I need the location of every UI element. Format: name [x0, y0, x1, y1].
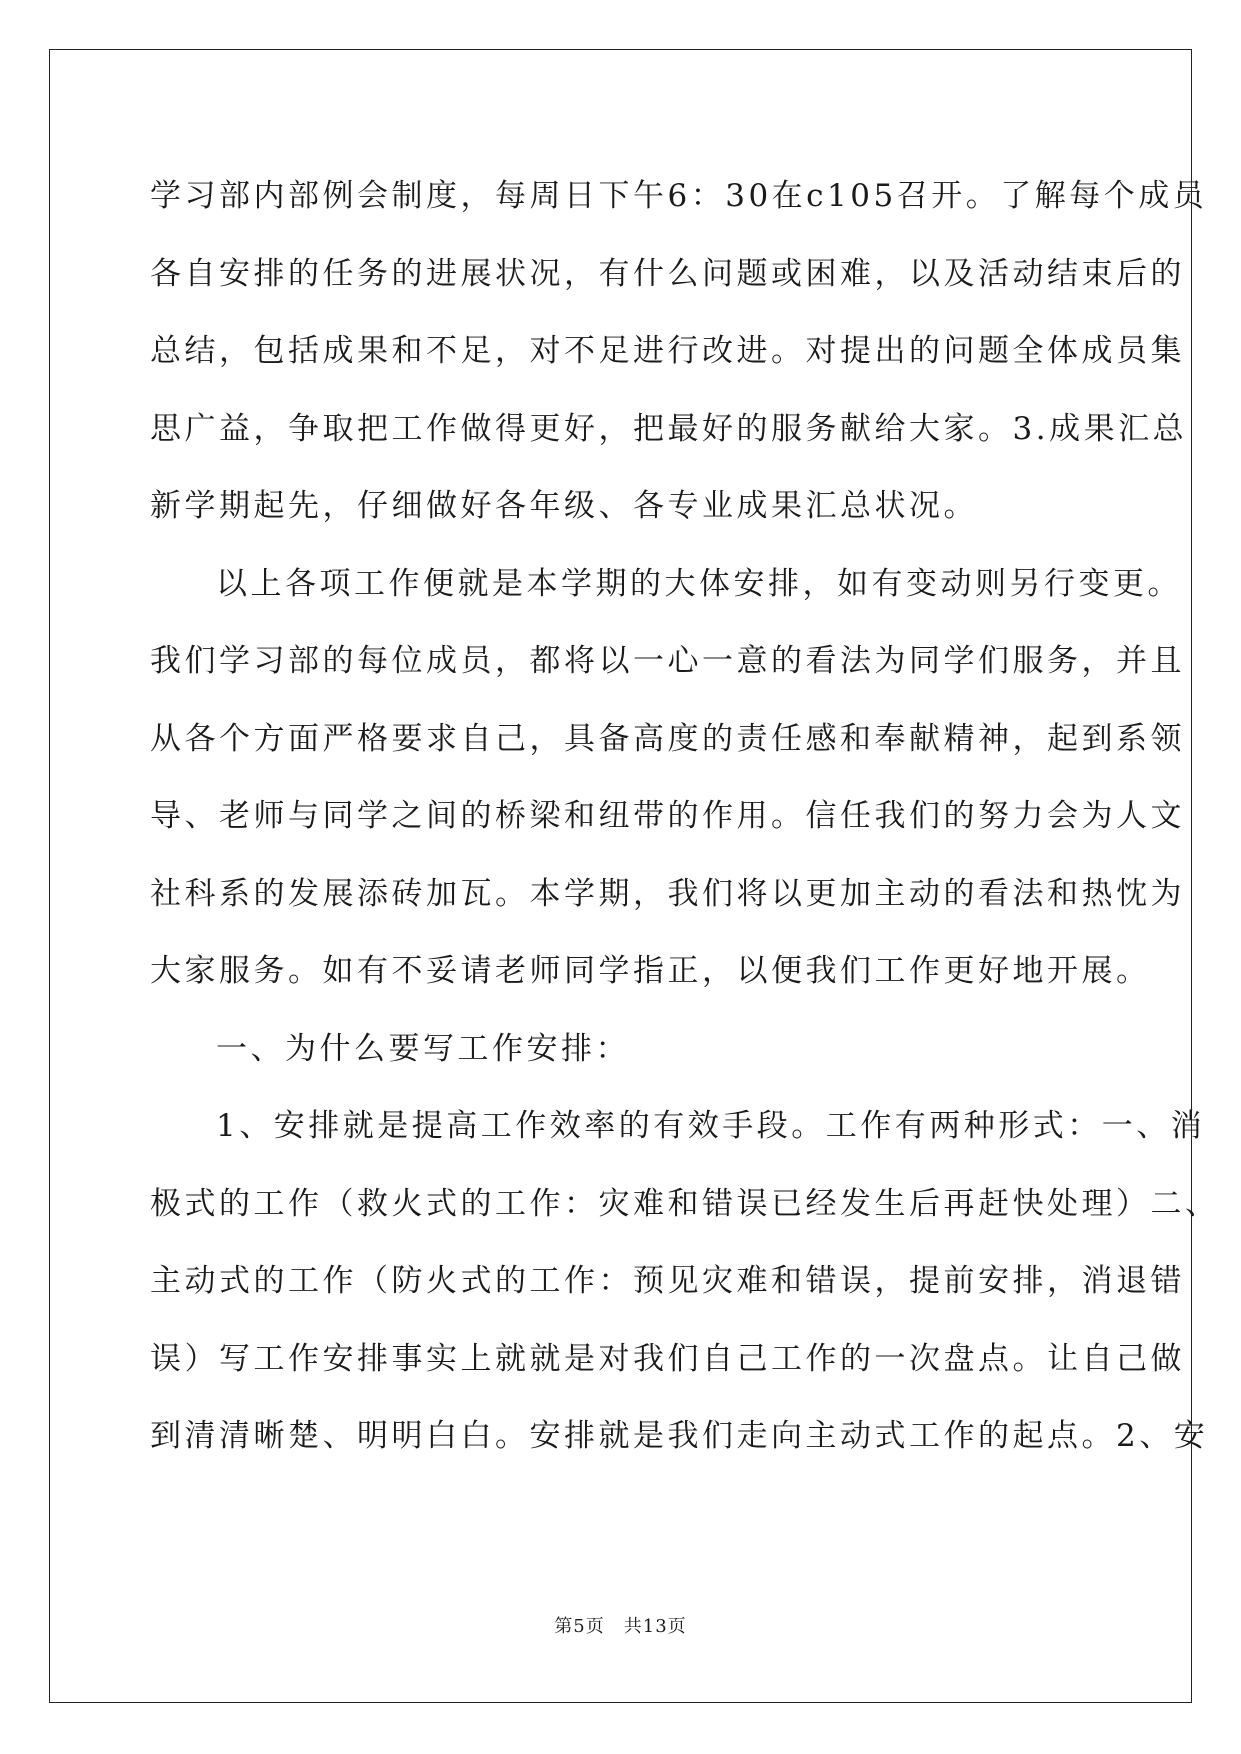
text-line: 学习部内部例会制度，每周日下午6：30在c105召开。了解每个成员	[150, 178, 1208, 214]
text-line: 总结，包括成果和不足，对不足进行改进。对提出的问题全体成员集	[150, 333, 1185, 369]
text-line: 极式的工作（救火式的工作：灾难和错误已经发生后再赶快处理）二、	[150, 1185, 1220, 1222]
text-line: 导、老师与同学之间的桥梁和纽带的作用。信任我们的努力会为人文	[150, 798, 1185, 834]
text-line: 从各个方面严格要求自己，具备高度的责任感和奉献精神，起到系领	[150, 720, 1185, 757]
text-line: 大家服务。如有不妥请老师同学指正，以便我们工作更好地开展。	[150, 953, 1151, 989]
text-line: 主动式的工作（防火式的工作：预见灾难和错误，提前安排，消退错	[150, 1263, 1185, 1299]
text-line: 社科系的发展添砖加瓦。本学期，我们将以更加主动的看法和热忱为	[150, 875, 1185, 912]
text-line: 1、安排就是提高工作效率的有效手段。工作有两种形式：一、消	[216, 1108, 1206, 1144]
text-line: 新学期起先，仔细做好各年级、各专业成果汇总状况。	[150, 488, 978, 524]
text-line: 我们学习部的每位成员，都将以一心一意的看法为同学们服务，并且	[150, 643, 1185, 679]
text-line: 到清清晰楚、明明白白。安排就是我们走向主动式工作的起点。2、安	[150, 1418, 1209, 1454]
text-line: 思广益，争取把工作做得更好，把最好的服务献给大家。3.成果汇总	[150, 410, 1188, 447]
text-line: 以上各项工作便就是本学期的大体安排，如有变动则另行变更。	[216, 565, 1182, 602]
document-body	[150, 158, 1220, 1476]
page-number: 第5页 共13页	[554, 1616, 687, 1637]
section-heading: 一、为什么要写工作安排：	[216, 1030, 630, 1067]
text-line: 误）写工作安排事实上就就是对我们自己工作的一次盘点。让自己做	[150, 1340, 1185, 1377]
text-line: 各自安排的任务的进展状况，有什么问题或困难，以及活动结束后的	[150, 255, 1185, 292]
